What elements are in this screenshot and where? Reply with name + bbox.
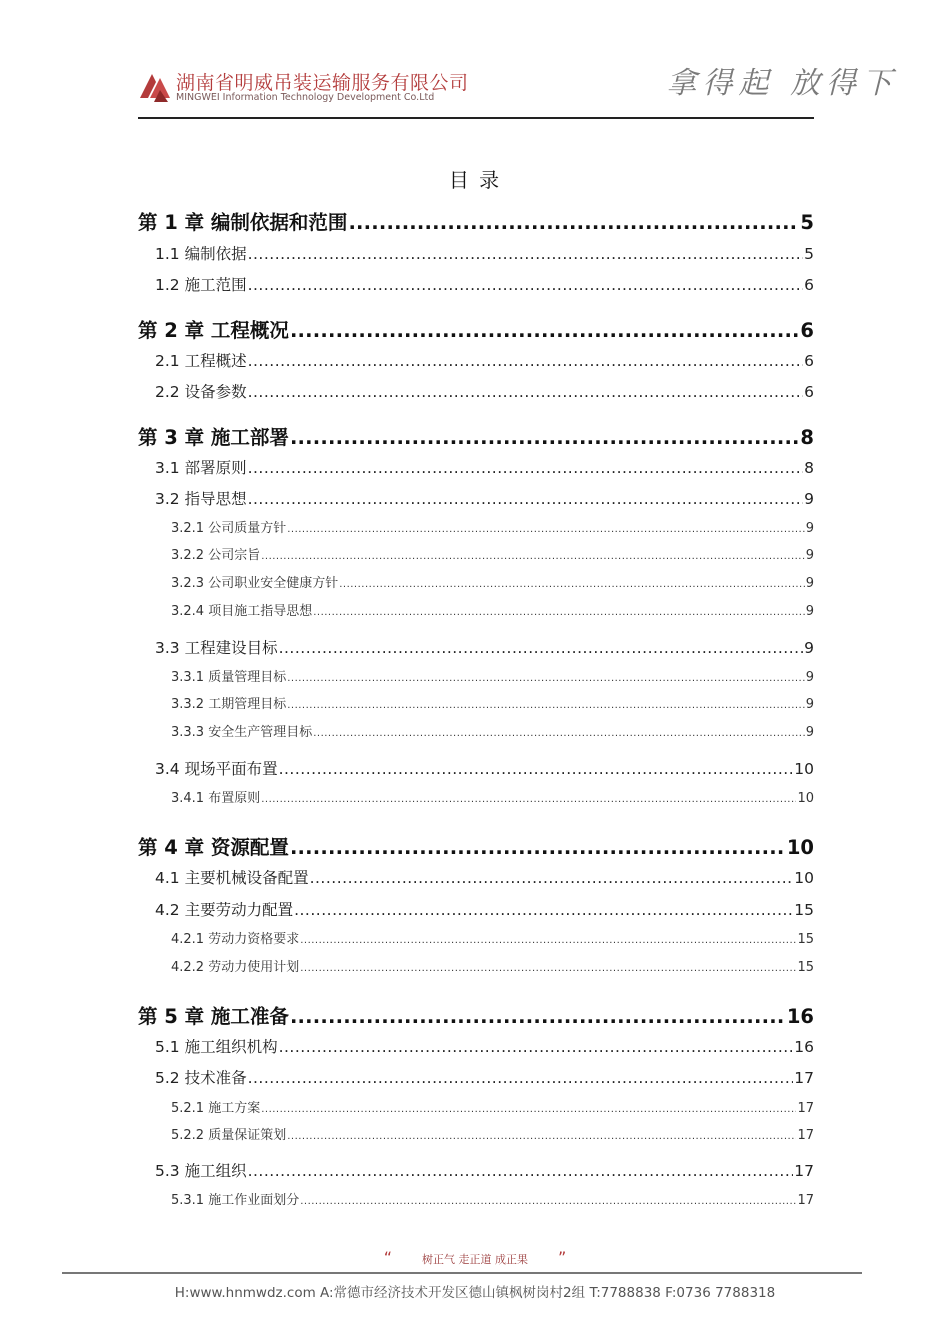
toc-entry-label: 5.2 技术准备 [155, 1069, 247, 1087]
toc-leader-dots [300, 932, 796, 947]
toc-entry-page: 17 [794, 1162, 814, 1180]
toc-leader-dots [248, 383, 804, 401]
footer-motto [0, 1248, 950, 1267]
toc-entry-label: 1.1 编制依据 [155, 245, 247, 263]
toc-entry-page: 9 [805, 670, 814, 685]
toc-entry-page: 9 [805, 604, 814, 619]
toc-entry-subsection[interactable] [171, 666, 814, 685]
close-quote-mark: ” [558, 1248, 567, 1267]
toc-leader-dots [279, 639, 804, 657]
toc-leader-dots [261, 791, 796, 806]
toc-entry-label: 5.3 施工组织 [155, 1162, 247, 1180]
toc-leader-dots [290, 426, 799, 449]
toc-entry-page: 10 [797, 791, 814, 806]
toc-entry-page: 17 [797, 1128, 814, 1143]
toc-entry-subsection[interactable] [171, 1124, 814, 1143]
toc-entry-page: 15 [797, 932, 814, 947]
toc-entry-section[interactable] [155, 866, 814, 888]
toc-leader-dots [287, 1128, 796, 1143]
toc-entry-label: 3.3.1 质量管理目标 [171, 670, 287, 685]
toc-entry-label: 1.2 施工范围 [155, 276, 247, 294]
company-name-cn: 湖南省明威吊装运输服务有限公司 [176, 72, 469, 94]
toc-entry-section[interactable] [155, 1035, 814, 1057]
toc-entry-section[interactable] [155, 1066, 814, 1088]
toc-entry-page: 15 [797, 960, 814, 975]
toc-entry-chapter[interactable] [138, 832, 814, 860]
toc-leader-dots [248, 490, 804, 508]
toc-leader-dots [261, 1101, 796, 1116]
footer-motto-text: 树正气 走正道 成正果 [422, 1253, 528, 1266]
toc-leader-dots [248, 459, 804, 477]
toc-entry-label: 第 2 章 工程概况 [138, 319, 289, 342]
toc-entry-label: 4.2.1 劳动力资格要求 [171, 932, 300, 947]
toc-entry-label: 3.3.2 工期管理目标 [171, 697, 287, 712]
toc-entry-label: 4.1 主要机械设备配置 [155, 869, 309, 887]
toc-entry-chapter[interactable] [138, 422, 814, 450]
toc-entry-page: 16 [786, 1005, 814, 1028]
toc-entry-section[interactable] [155, 636, 814, 658]
toc-leader-dots [313, 604, 805, 619]
toc-entry-section[interactable] [155, 487, 814, 509]
toc-entry-subsection[interactable] [171, 600, 814, 619]
toc-leader-dots [248, 1069, 794, 1087]
toc-entry-page: 6 [804, 276, 814, 294]
toc-leader-dots [300, 1193, 796, 1208]
toc-entry-page: 6 [804, 383, 814, 401]
toc-entry-page: 17 [797, 1101, 814, 1116]
toc-entry-page: 8 [800, 426, 814, 449]
toc-entry-subsection[interactable] [171, 956, 814, 975]
toc-entry-page: 10 [794, 869, 814, 887]
toc-leader-dots [261, 548, 805, 563]
toc-entry-page: 5 [800, 211, 814, 234]
toc-entry-section[interactable] [155, 349, 814, 371]
toc-entry-section[interactable] [155, 273, 814, 295]
footer-contact: H:www.hnmwdz.com A:常德市经济技术开发区德山镇枫树岗村2组 T:7788838 F:0736 7788318 [174, 1285, 776, 1301]
toc-entry-label: 3.4.1 布置原则 [171, 791, 261, 806]
toc-leader-dots [279, 760, 794, 778]
toc-entry-subsection[interactable] [171, 928, 814, 947]
toc-leader-dots [287, 521, 805, 536]
toc-leader-dots [339, 576, 805, 591]
toc-entry-page: 9 [805, 521, 814, 536]
toc-entry-chapter[interactable] [138, 1001, 814, 1029]
toc-entry-page: 17 [794, 1069, 814, 1087]
toc-leader-dots [290, 1005, 786, 1028]
toc-entry-chapter[interactable] [138, 315, 814, 343]
toc-entry-label: 第 4 章 资源配置 [138, 836, 289, 859]
toc-leader-dots [248, 352, 804, 370]
toc-entry-page: 9 [805, 697, 814, 712]
toc-entry-label: 4.2 主要劳动力配置 [155, 901, 294, 919]
toc-entry-subsection[interactable] [171, 1189, 814, 1208]
toc-entry-label: 3.2.3 公司职业安全健康方针 [171, 576, 339, 591]
toc-entry-label: 3.1 部署原则 [155, 459, 247, 477]
toc-entry-subsection[interactable] [171, 787, 814, 806]
toc-leader-dots [287, 697, 805, 712]
toc-leader-dots [290, 319, 799, 342]
toc-entry-page: 10 [786, 836, 814, 859]
toc-entry-page: 6 [800, 319, 814, 342]
toc-leader-dots [248, 1162, 794, 1180]
toc-entry-label: 3.2.1 公司质量方针 [171, 521, 287, 536]
toc-entry-label: 第 1 章 编制依据和范围 [138, 211, 348, 234]
toc-entry-label: 5.1 施工组织机构 [155, 1038, 278, 1056]
toc-leader-dots [290, 836, 786, 859]
toc-title: 目 录 [448, 168, 502, 192]
toc-entry-page: 10 [794, 760, 814, 778]
toc-entry-page: 9 [805, 576, 814, 591]
toc-entry-label: 3.2 指导思想 [155, 490, 247, 508]
toc-leader-dots [300, 960, 796, 975]
toc-entry-chapter[interactable] [138, 207, 814, 235]
toc-entry-subsection[interactable] [171, 721, 814, 740]
open-quote-mark: “ [383, 1248, 392, 1267]
toc-entry-page: 9 [805, 548, 814, 563]
toc-entry-page: 15 [794, 901, 814, 919]
toc-entry-label: 4.2.2 劳动力使用计划 [171, 960, 300, 975]
header-divider [138, 117, 814, 119]
toc-entry-label: 3.4 现场平面布置 [155, 760, 278, 778]
toc-entry-label: 5.2.2 质量保证策划 [171, 1128, 287, 1143]
footer-divider [62, 1272, 862, 1274]
toc-entry-section[interactable] [155, 757, 814, 779]
toc-leader-dots [348, 211, 799, 234]
toc-entry-section[interactable] [155, 242, 814, 264]
toc-entry-label: 第 5 章 施工准备 [138, 1005, 289, 1028]
toc-entry-page: 17 [797, 1193, 814, 1208]
toc-leader-dots [313, 725, 805, 740]
toc-entry-section[interactable] [155, 898, 814, 920]
toc-entry-page: 5 [804, 245, 814, 263]
toc-entry-section[interactable] [155, 1159, 814, 1181]
toc-entry-label: 2.1 工程概述 [155, 352, 247, 370]
toc-entry-subsection[interactable] [171, 517, 814, 536]
company-name-en: MINGWEI Information Technology Development Co.Ltd [176, 92, 435, 103]
toc-leader-dots [279, 1038, 794, 1056]
toc-entry-label: 3.2.2 公司宗旨 [171, 548, 261, 563]
toc-entry-page: 9 [805, 725, 814, 740]
toc-entry-subsection[interactable] [171, 572, 814, 591]
toc-entry-page: 9 [804, 639, 814, 657]
toc-entry-page: 9 [804, 490, 814, 508]
toc-entry-label: 3.2.4 项目施工指导思想 [171, 604, 313, 619]
toc-leader-dots [287, 670, 805, 685]
toc-entry-subsection[interactable] [171, 1097, 814, 1116]
toc-entry-page: 6 [804, 352, 814, 370]
toc-entry-page: 16 [794, 1038, 814, 1056]
toc-entry-label: 第 3 章 施工部署 [138, 426, 289, 449]
toc-entry-subsection[interactable] [171, 693, 814, 712]
toc-leader-dots [248, 276, 804, 294]
toc-entry-subsection[interactable] [171, 544, 814, 563]
header-slogan: 拿得起 放得下 [666, 66, 898, 101]
toc-entry-label: 2.2 设备参数 [155, 383, 247, 401]
company-logo-icon [138, 68, 172, 104]
toc-leader-dots [294, 901, 793, 919]
toc-leader-dots [310, 869, 794, 887]
toc-entry-label: 5.3.1 施工作业面划分 [171, 1193, 300, 1208]
toc-entry-section[interactable] [155, 380, 814, 402]
page-header [138, 58, 898, 114]
toc-entry-section[interactable] [155, 456, 814, 478]
toc-entry-label: 3.3.3 安全生产管理目标 [171, 725, 313, 740]
toc-leader-dots [248, 245, 804, 263]
toc-entry-label: 5.2.1 施工方案 [171, 1101, 261, 1116]
toc-entry-label: 3.3 工程建设目标 [155, 639, 278, 657]
toc-entry-page: 8 [804, 459, 814, 477]
